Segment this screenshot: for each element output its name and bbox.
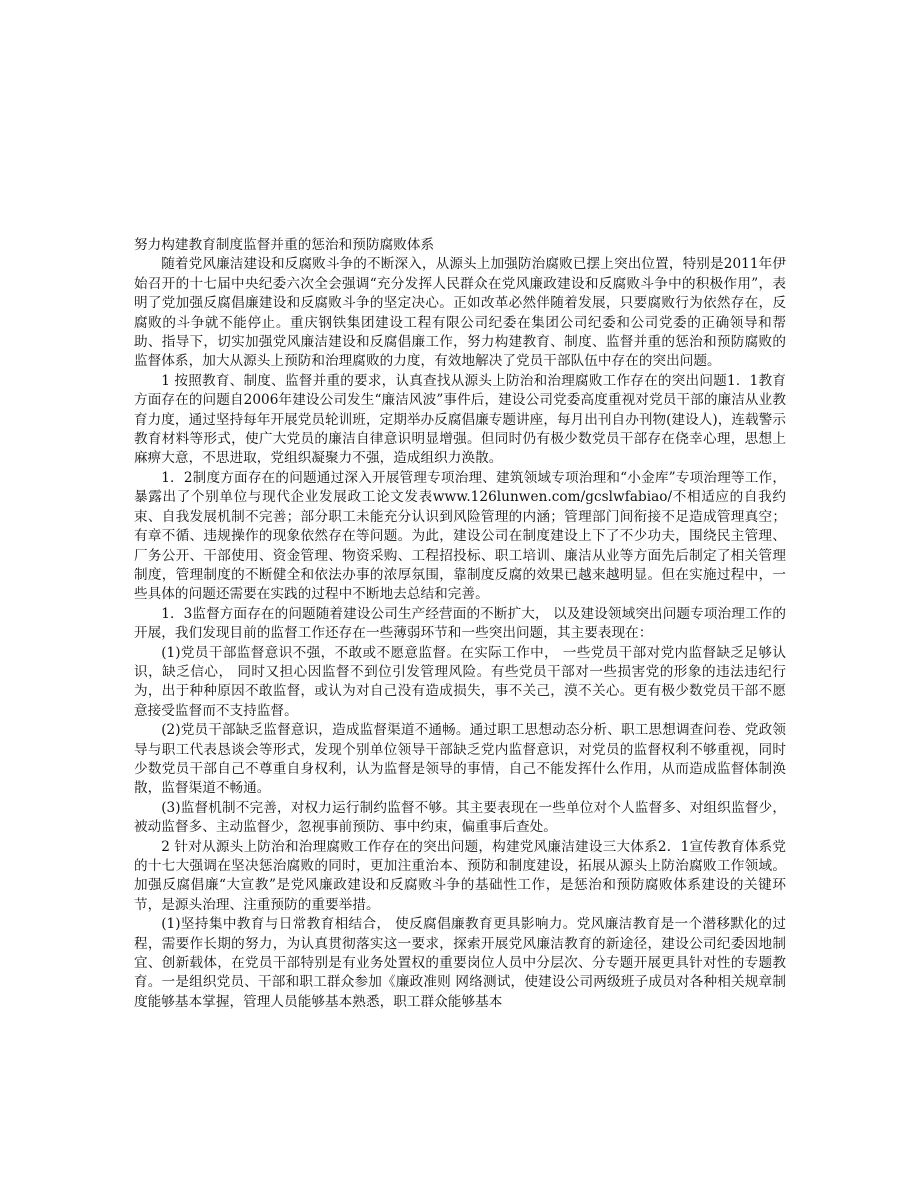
paragraph-system-issues: 1．2制度方面存在的问题通过深入开展管理专项治理、建筑领域专项治理和“小金库”专项治理等工作，暴露出了个别单位与现代企业发展政工论文发表www.126lunwen.com/gcslwfabiao/不相适应的自我约束、自我发展机制不完善；部分职工未能充分认识到风险管理的内涵；管理部门间衔接不足造成管理真空；有章不循、违规操作的现象依然存在等问题。为此，建设公司在制度建设上下了不少功夫，围绕民主管理、厂务公开、干部使用、资金管理、物资采购、工程招投标、职工培训、廉洁从业等方面先后制定了相关管理制度，管理制度的不断健全和依法办事的浓厚氛围，靠制度反腐的效果已越来越明显。但在实施过程中，一些具体的问题还需要在实践的过程中不断地去总结和完善。 — [134, 469, 786, 603]
paragraph-intro: 随着党风廉洁建设和反腐败斗争的不断深入，从源头上加强防治腐败已摆上突出位置，特别是2011年伊始召开的十七届中央纪委六次全会强调“充分发挥人民群众在党风廉政建设和反腐败斗争中的积极作用”，表明了党加强反腐倡廉建设和反腐败斗争的坚定决心。正如改革必然伴随着发展，只要腐败行为依然存在，反腐败的斗争就不能停止。重庆钢铁集团建设工程有限公司纪委在集团公司纪委和公司党委的正确领导和帮助、指导下，切实加强党风廉洁建设和反腐倡廉工作，努力构建教育、制度、监督并重的惩治和预防腐败的监督体系，加大从源头上预防和治理腐败的力度，有效地解决了党员干部队伍中存在的突出问题。 — [134, 256, 786, 370]
document-page — [134, 236, 786, 1012]
document-title: 努力构建教育制度监督并重的惩治和预防腐败体系 — [134, 237, 435, 253]
paragraph-item-3: (3)监督机制不完善，对权力运行制约监督不够。其主要表现在一些单位对个人监督多、对组织监督少，被动监督多、主动监督少，忽视事前预防、事中约束，偏重事后查处。 — [134, 799, 786, 836]
paragraph-item-1: (1)党员干部监督意识不强，不敢或不愿意监督。在实际工作中， 一些党员干部对党内监督缺乏足够认识，缺乏信心， 同时又担心因监督不到位引发管理风险。有些党员干部对一些损害党的形象的违法违纪行为，出于种种原因不敢监督，或认为对自己没有造成损失，事不关己，漠不关心。更有极少数党员干部不愿意接受监督而不支持监督。 — [134, 644, 786, 719]
paragraph-section-2-item-1: (1)坚持集中教育与日常教育相结合， 使反腐倡廉教育更具影响力。党风廉洁教育是一个潜移默化的过程，需要作长期的努力，为认真贯彻落实这一要求，探索开展党风廉洁教育的新途径，建设公司纪委因地制宜、创新载体，在党员干部特别是有业务处置权的重要岗位人员中分层次、分专题开展更具针对性的专题教育。一是组织党员、干部和职工群众参加《廉政准则 网络测试，使建设公司两级班子成员对各种相关规章制度能够基本掌握，管理人员能够基本熟悉，职工群众能够基本 — [134, 916, 786, 1010]
paragraph-section-2: 2 针对从源头上防治和治理腐败工作存在的突出问题，构建党风廉洁建设三大体系2．1宣传教育体系党的十七大强调在坚决惩治腐败的同时，更加注重治本、预防和制度建设，拓展从源头上防治腐败工作领域。加强反腐倡廉“大宣教”是党风廉政建设和反腐败斗争的基础性工作，是惩治和预防腐败体系建设的关键环节，是源头治理、注重预防的重要举措。 — [134, 838, 786, 913]
paragraph-education-issues: 1 按照教育、制度、监督并重的要求，认真查找从源头上防治和治理腐败工作存在的突出问题1．1教育方面存在的问题自2006年建设公司发生“廉洁风波”事件后，建设公司党委高度重视对党员干部的廉洁从业教育力度，通过坚持每年开展党员轮训班，定期举办反腐倡廉专题讲座，每月出刊自办刊物(建设人)，连载警示教育材料等形式，使广大党员的廉洁自律意识明显增强。但同时仍有极少数党员干部存在侥幸心理，思想上麻痹大意，不思进取，党组织凝聚力不强，造成组织力涣散。 — [134, 372, 786, 467]
paragraph-item-2: (2)党员干部缺乏监督意识，造成监督渠道不通畅。通过职工思想动态分析、职工思想调查问卷、党政领导与职工代表恳谈会等形式，发现个别单位领导干部缺乏党内监督意识，对党员的监督权利不够重视，同时少数党员干部自己不尊重自身权利，认为监督是领导的事情，自己不能发挥什么作用，从而造成监督体制涣散，监督渠道不畅通。 — [134, 722, 786, 797]
paragraph-supervision-issues: 1．3监督方面存在的问题随着建设公司生产经营面的不断扩大， 以及建设领域突出问题专项治理工作的开展，我们发现目前的监督工作还存在一些薄弱环节和一些突出问题，其主要表现在： — [134, 605, 786, 642]
